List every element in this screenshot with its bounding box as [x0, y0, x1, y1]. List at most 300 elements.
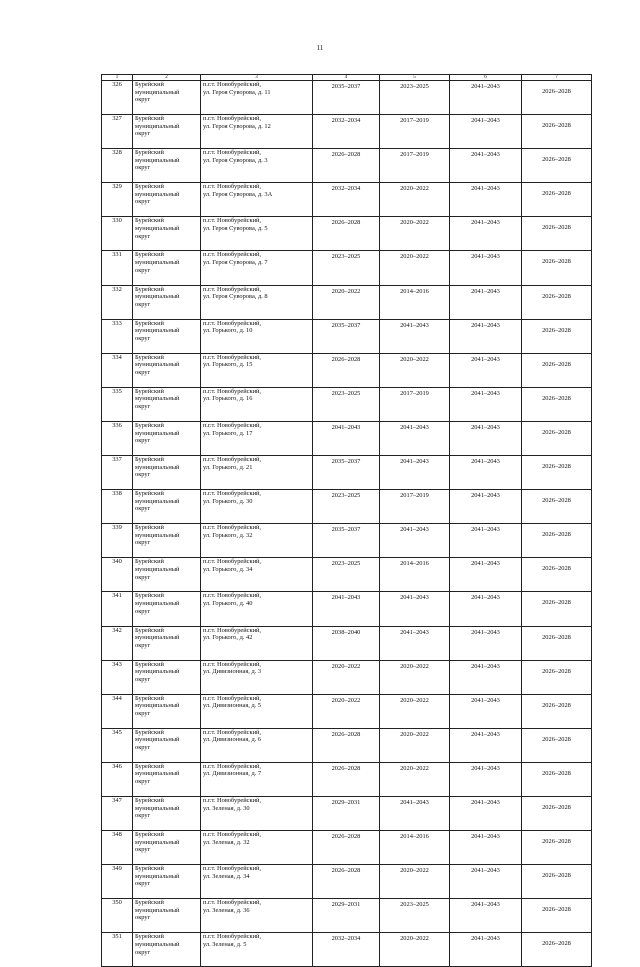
address-line: п.г.т. Новобурейский, [203, 660, 262, 668]
district-line: Бурейский [135, 81, 164, 88]
table-row [102, 183, 592, 217]
row-number-cell: 345 [102, 728, 133, 762]
address-line: п.г.т. Новобурейский, [203, 831, 262, 839]
period-col5-cell: 2020–2022 [380, 865, 450, 899]
period-col6-cell: 2041–2043 [450, 865, 522, 899]
table-row [102, 865, 592, 899]
address-line: ул. Горького, д. 34 [203, 565, 253, 573]
district-line: муниципальный [135, 88, 180, 96]
period-col6-cell: 2041–2043 [450, 149, 522, 183]
address-line: ул. Зеленая, д. 36 [203, 906, 250, 914]
district-cell [133, 353, 201, 387]
period-col5-cell: 2020–2022 [380, 694, 450, 728]
period-col6-cell: 2041–2043 [450, 456, 522, 490]
district-cell [133, 115, 201, 149]
address-line: п.г.т. Новобурейский, [203, 899, 262, 907]
period-col5-cell: 2014–2016 [380, 558, 450, 592]
address-line: п.г.т. Новобурейский, [203, 285, 262, 293]
table-row [102, 831, 592, 865]
address-line: п.г.т. Новобурейский, [203, 251, 262, 259]
period-col7-cell: 2026–2028 [522, 456, 592, 490]
address-line: ул. Героя Суворова, д. 3 [203, 156, 268, 164]
period-col6-cell: 2041–2043 [450, 115, 522, 149]
column-number: 4 [313, 75, 380, 81]
period-col4-cell: 2026–2028 [313, 762, 380, 796]
address-line: ул. Зеленая, д. 30 [203, 804, 250, 812]
period-col4-cell: 2035–2037 [313, 456, 380, 490]
district-line: Бурейский [135, 660, 164, 668]
district-line: муниципальный [135, 361, 180, 369]
period-col5-cell: 2014–2016 [380, 285, 450, 319]
row-number-cell: 329 [102, 183, 133, 217]
district-line: муниципальный [135, 259, 180, 267]
period-col6-cell: 2041–2043 [450, 285, 522, 319]
period-col4-cell: 2026–2028 [313, 865, 380, 899]
period-col5-cell: 2023–2025 [380, 81, 450, 115]
address-cell [201, 762, 313, 796]
address-line: п.г.т. Новобурейский, [203, 796, 262, 804]
district-line: Бурейский [135, 728, 164, 736]
district-line: округ [135, 334, 151, 342]
address-line: ул. Героя Суворова, д. 12 [203, 122, 271, 130]
address-line: ул. Зеленая, д. 5 [203, 940, 247, 948]
district-line: Бурейский [135, 933, 164, 941]
table-row [102, 796, 592, 830]
period-col5-cell: 2017–2019 [380, 115, 450, 149]
district-line: Бурейский [135, 592, 164, 600]
address-line: п.г.т. Новобурейский, [203, 183, 262, 191]
table-row [102, 490, 592, 524]
address-line: ул. Героя Суворова, д. 5 [203, 224, 268, 232]
period-col7-cell: 2026–2028 [522, 831, 592, 865]
district-line: Бурейский [135, 149, 164, 157]
table-row [102, 421, 592, 455]
district-line: муниципальный [135, 224, 180, 232]
district-line: муниципальный [135, 872, 180, 880]
address-line: ул. Дивизионная, д. 7 [203, 770, 262, 778]
district-line: Бурейский [135, 558, 164, 566]
district-cell [133, 728, 201, 762]
row-number-cell: 331 [102, 251, 133, 285]
district-line: округ [135, 471, 151, 479]
table-row [102, 899, 592, 933]
period-col5-cell: 2014–2016 [380, 831, 450, 865]
period-col6-cell: 2041–2043 [450, 524, 522, 558]
district-line: округ [135, 607, 151, 615]
period-col6-cell: 2041–2043 [450, 319, 522, 353]
period-col4-cell: 2023–2025 [313, 251, 380, 285]
address-cell [201, 796, 313, 830]
period-col5-cell: 2017–2019 [380, 149, 450, 183]
district-line: округ [135, 368, 151, 376]
period-col4-cell: 2032–2034 [313, 183, 380, 217]
district-line: Бурейский [135, 456, 164, 464]
district-cell [133, 387, 201, 421]
period-col6-cell: 2041–2043 [450, 353, 522, 387]
period-col7-cell: 2026–2028 [522, 796, 592, 830]
district-line: Бурейский [135, 285, 164, 293]
address-line: п.г.т. Новобурейский, [203, 626, 262, 634]
row-number-cell: 350 [102, 899, 133, 933]
address-cell [201, 149, 313, 183]
period-col6-cell: 2041–2043 [450, 728, 522, 762]
period-col7-cell: 2026–2028 [522, 694, 592, 728]
district-line: округ [135, 403, 151, 411]
table-row [102, 558, 592, 592]
district-line: муниципальный [135, 668, 180, 676]
period-col4-cell: 2020–2022 [313, 660, 380, 694]
row-number-cell: 336 [102, 421, 133, 455]
district-cell [133, 933, 201, 967]
table-row [102, 319, 592, 353]
district-line: округ [135, 266, 151, 274]
table-row [102, 115, 592, 149]
district-line: Бурейский [135, 899, 164, 907]
district-cell [133, 831, 201, 865]
district-line: округ [135, 675, 151, 683]
table-row [102, 81, 592, 115]
address-line: ул. Горького, д. 30 [203, 497, 253, 505]
period-col4-cell: 2023–2025 [313, 387, 380, 421]
district-cell [133, 251, 201, 285]
row-number-cell: 346 [102, 762, 133, 796]
period-col6-cell: 2041–2043 [450, 626, 522, 660]
period-col6-cell: 2041–2043 [450, 558, 522, 592]
period-col7-cell: 2026–2028 [522, 933, 592, 967]
address-cell [201, 933, 313, 967]
address-line: п.г.т. Новобурейский, [203, 933, 262, 941]
address-cell [201, 558, 313, 592]
address-line: ул. Дивизионная, д. 3 [203, 668, 262, 676]
district-line: округ [135, 709, 151, 717]
district-line: муниципальный [135, 634, 180, 642]
period-col5-cell: 2041–2043 [380, 319, 450, 353]
district-line: округ [135, 743, 151, 751]
address-line: п.г.т. Новобурейский, [203, 592, 262, 600]
address-cell [201, 660, 313, 694]
row-number-cell: 339 [102, 524, 133, 558]
address-line: п.г.т. Новобурейский, [203, 421, 262, 429]
address-line: п.г.т. Новобурейский, [203, 558, 262, 566]
district-line: округ [135, 130, 151, 138]
column-number: 7 [522, 75, 592, 81]
address-cell [201, 285, 313, 319]
table-row [102, 285, 592, 319]
address-line: ул. Горького, д. 10 [203, 327, 253, 335]
address-line: ул. Горького, д. 40 [203, 600, 253, 607]
address-cell [201, 694, 313, 728]
period-col7-cell: 2026–2028 [522, 626, 592, 660]
period-col5-cell: 2041–2043 [380, 421, 450, 455]
district-line: округ [135, 778, 151, 786]
period-col5-cell: 2041–2043 [380, 626, 450, 660]
period-col4-cell: 2026–2028 [313, 831, 380, 865]
address-line: ул. Дивизионная, д. 5 [203, 702, 262, 710]
district-cell [133, 899, 201, 933]
district-line: округ [135, 539, 151, 547]
row-number-cell: 330 [102, 217, 133, 251]
district-line: округ [135, 505, 151, 513]
row-number-cell: 326 [102, 81, 133, 115]
district-cell [133, 285, 201, 319]
district-line: округ [135, 198, 151, 206]
row-number-cell: 342 [102, 626, 133, 660]
row-number-cell: 338 [102, 490, 133, 524]
district-line: Бурейский [135, 865, 164, 873]
row-number-cell: 328 [102, 149, 133, 183]
period-col5-cell: 2020–2022 [380, 762, 450, 796]
district-line: муниципальный [135, 940, 180, 948]
period-col4-cell: 2026–2028 [313, 217, 380, 251]
district-cell [133, 524, 201, 558]
column-number: 3 [201, 75, 313, 81]
column-number: 1 [102, 75, 133, 81]
table-row [102, 353, 592, 387]
district-cell [133, 626, 201, 660]
address-cell [201, 831, 313, 865]
address-line: ул. Героя Суворова, д. 7 [203, 259, 268, 267]
district-line: Бурейский [135, 421, 164, 429]
address-cell [201, 387, 313, 421]
address-line: п.г.т. Новобурейский, [203, 728, 262, 736]
period-col7-cell: 2026–2028 [522, 592, 592, 626]
district-line: муниципальный [135, 838, 180, 846]
district-line: муниципальный [135, 156, 180, 164]
address-line: ул. Горького, д. 17 [203, 429, 253, 437]
address-line: п.г.т. Новобурейский, [203, 217, 262, 225]
district-line: Бурейский [135, 694, 164, 702]
district-line: округ [135, 573, 151, 581]
period-col6-cell: 2041–2043 [450, 217, 522, 251]
district-cell [133, 81, 201, 115]
table-row [102, 694, 592, 728]
address-cell [201, 626, 313, 660]
district-line: округ [135, 880, 151, 888]
address-line: ул. Горького, д. 21 [203, 463, 253, 471]
address-line: п.г.т. Новобурейский, [203, 353, 262, 361]
period-col4-cell: 2032–2034 [313, 933, 380, 967]
district-line: муниципальный [135, 497, 180, 505]
row-number-cell: 347 [102, 796, 133, 830]
district-line: Бурейский [135, 762, 164, 770]
table-row [102, 456, 592, 490]
page-number: 11 [316, 44, 324, 52]
address-line: ул. Зеленая, д. 32 [203, 838, 250, 846]
address-line: ул. Героя Суворова, д. 8 [203, 293, 268, 301]
period-col6-cell: 2041–2043 [450, 251, 522, 285]
address-line: п.г.т. Новобурейский, [203, 81, 262, 88]
period-col7-cell: 2026–2028 [522, 865, 592, 899]
district-line: Бурейский [135, 183, 164, 191]
period-col6-cell: 2041–2043 [450, 592, 522, 626]
period-col4-cell: 2023–2025 [313, 490, 380, 524]
period-col4-cell: 2038–2040 [313, 626, 380, 660]
district-line: муниципальный [135, 736, 180, 744]
district-line: Бурейский [135, 251, 164, 259]
period-col5-cell: 2041–2043 [380, 524, 450, 558]
row-number-cell: 334 [102, 353, 133, 387]
period-col7-cell: 2026–2028 [522, 660, 592, 694]
address-line: п.г.т. Новобурейский, [203, 149, 262, 157]
address-line: п.г.т. Новобурейский, [203, 865, 262, 873]
period-col4-cell: 2020–2022 [313, 694, 380, 728]
district-line: муниципальный [135, 565, 180, 573]
district-line: муниципальный [135, 531, 180, 539]
address-line: п.г.т. Новобурейский, [203, 490, 262, 498]
period-col5-cell: 2020–2022 [380, 183, 450, 217]
period-col7-cell: 2026–2028 [522, 421, 592, 455]
period-col6-cell: 2041–2043 [450, 387, 522, 421]
address-cell [201, 319, 313, 353]
district-line: Бурейский [135, 319, 164, 327]
period-col4-cell: 2029–2031 [313, 796, 380, 830]
period-col7-cell: 2026–2028 [522, 319, 592, 353]
district-line: Бурейский [135, 217, 164, 225]
period-col6-cell: 2041–2043 [450, 831, 522, 865]
period-col5-cell: 2020–2022 [380, 660, 450, 694]
address-line: ул. Горького, д. 16 [203, 395, 253, 403]
district-cell [133, 217, 201, 251]
address-line: ул. Зеленая, д. 34 [203, 872, 250, 880]
district-line: Бурейский [135, 353, 164, 361]
period-col6-cell: 2041–2043 [450, 421, 522, 455]
address-line: ул. Героя Суворова, д. 11 [203, 88, 271, 96]
table-row [102, 762, 592, 796]
period-col6-cell: 2041–2043 [450, 933, 522, 967]
address-cell [201, 490, 313, 524]
district-cell [133, 796, 201, 830]
address-cell [201, 353, 313, 387]
row-number-cell: 343 [102, 660, 133, 694]
address-line: п.г.т. Новобурейский, [203, 387, 262, 395]
address-line: ул. Горького, д. 32 [203, 531, 253, 539]
district-line: округ [135, 96, 151, 104]
period-col4-cell: 2041–2043 [313, 592, 380, 626]
district-line: муниципальный [135, 702, 180, 710]
district-cell [133, 694, 201, 728]
district-line: округ [135, 914, 151, 922]
table-row [102, 217, 592, 251]
address-line: ул. Горького, д. 15 [203, 361, 253, 369]
row-number-cell: 351 [102, 933, 133, 967]
address-line: п.г.т. Новобурейский, [203, 456, 262, 464]
district-line: округ [135, 300, 151, 308]
address-line: п.г.т. Новобурейский, [203, 524, 262, 532]
period-col5-cell: 2041–2043 [380, 592, 450, 626]
district-cell [133, 490, 201, 524]
period-col5-cell: 2041–2043 [380, 796, 450, 830]
period-col5-cell: 2041–2043 [380, 456, 450, 490]
district-line: Бурейский [135, 831, 164, 839]
district-cell [133, 660, 201, 694]
period-col4-cell: 2035–2037 [313, 524, 380, 558]
district-line: Бурейский [135, 387, 164, 395]
column-number: 2 [133, 75, 201, 81]
period-col6-cell: 2041–2043 [450, 183, 522, 217]
district-line: муниципальный [135, 190, 180, 198]
address-line: ул. Дивизионная, д. 6 [203, 736, 262, 744]
table-row [102, 660, 592, 694]
district-line: округ [135, 641, 151, 649]
row-number-cell: 333 [102, 319, 133, 353]
period-col7-cell: 2026–2028 [522, 762, 592, 796]
address-cell [201, 217, 313, 251]
period-col7-cell: 2026–2028 [522, 387, 592, 421]
period-col6-cell: 2041–2043 [450, 81, 522, 115]
period-col6-cell: 2041–2043 [450, 660, 522, 694]
table-row [102, 728, 592, 762]
address-cell [201, 421, 313, 455]
table-row [102, 626, 592, 660]
district-line: округ [135, 232, 151, 240]
district-cell [133, 865, 201, 899]
row-number-cell: 344 [102, 694, 133, 728]
period-col4-cell: 2026–2028 [313, 353, 380, 387]
address-cell [201, 524, 313, 558]
district-line: Бурейский [135, 626, 164, 634]
address-cell [201, 899, 313, 933]
district-line: Бурейский [135, 115, 164, 123]
period-col7-cell: 2026–2028 [522, 183, 592, 217]
period-col6-cell: 2041–2043 [450, 762, 522, 796]
period-col4-cell: 2020–2022 [313, 285, 380, 319]
period-col4-cell: 2029–2031 [313, 899, 380, 933]
period-col4-cell: 2035–2037 [313, 81, 380, 115]
address-line: п.г.т. Новобурейский, [203, 115, 262, 123]
district-cell [133, 456, 201, 490]
period-col4-cell: 2035–2037 [313, 319, 380, 353]
address-line: ул. Героя Суворова, д. 3А [203, 190, 273, 198]
district-line: округ [135, 846, 151, 854]
address-cell [201, 81, 313, 115]
period-col7-cell: 2026–2028 [522, 115, 592, 149]
address-line: ул. Горького, д. 42 [203, 634, 253, 642]
period-col4-cell: 2041–2043 [313, 421, 380, 455]
period-col5-cell: 2020–2022 [380, 933, 450, 967]
district-cell [133, 183, 201, 217]
period-col4-cell: 2026–2028 [313, 728, 380, 762]
district-line: муниципальный [135, 395, 180, 403]
period-col7-cell: 2026–2028 [522, 728, 592, 762]
period-col6-cell: 2041–2043 [450, 796, 522, 830]
district-cell [133, 149, 201, 183]
address-cell [201, 592, 313, 626]
district-line: муниципальный [135, 463, 180, 471]
housing-repair-schedule-table [101, 74, 592, 967]
address-line: п.г.т. Новобурейский, [203, 762, 262, 770]
period-col7-cell: 2026–2028 [522, 149, 592, 183]
district-cell [133, 762, 201, 796]
row-number-cell: 348 [102, 831, 133, 865]
district-line: Бурейский [135, 490, 164, 498]
period-col4-cell: 2023–2025 [313, 558, 380, 592]
row-number-cell: 327 [102, 115, 133, 149]
district-line: муниципальный [135, 122, 180, 130]
table-row [102, 387, 592, 421]
period-col7-cell: 2026–2028 [522, 899, 592, 933]
period-col7-cell: 2026–2028 [522, 558, 592, 592]
table-row [102, 933, 592, 967]
period-col4-cell: 2026–2028 [313, 149, 380, 183]
period-col6-cell: 2041–2043 [450, 694, 522, 728]
period-col7-cell: 2026–2028 [522, 285, 592, 319]
period-col5-cell: 2020–2022 [380, 728, 450, 762]
district-line: муниципальный [135, 770, 180, 778]
district-cell [133, 592, 201, 626]
district-line: муниципальный [135, 906, 180, 914]
district-cell [133, 558, 201, 592]
period-col5-cell: 2017–2019 [380, 387, 450, 421]
